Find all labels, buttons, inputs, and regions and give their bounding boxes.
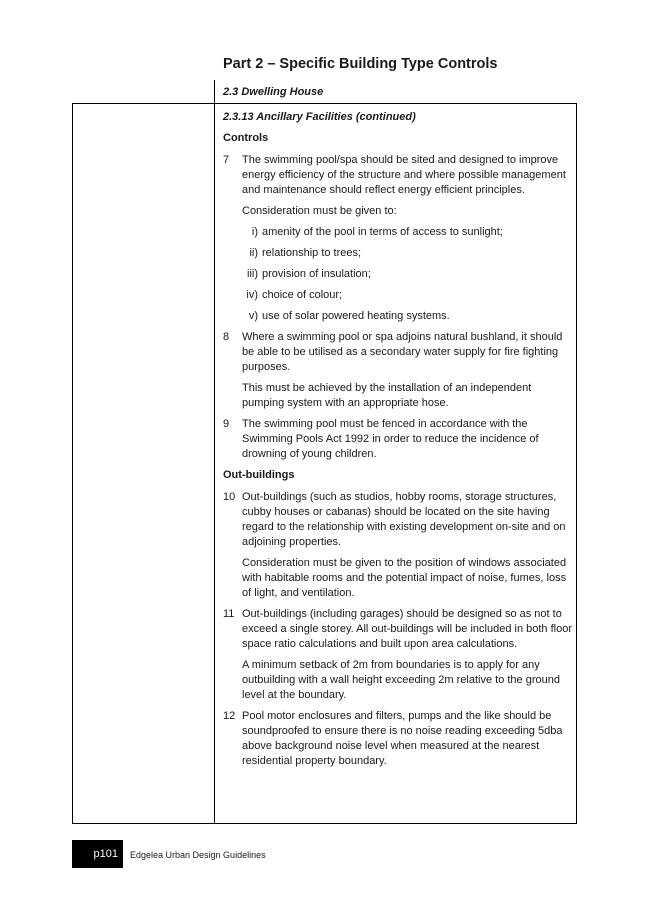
item-paragraph: This must be achieved by the installation of an independent pumping system with an appropriate hose. (242, 382, 532, 409)
item-paragraph: Consideration must be given to: (242, 205, 397, 217)
control-item-8 (223, 330, 575, 375)
roman-list-item (223, 246, 575, 261)
control-item-11 (223, 607, 575, 652)
item-number: 8 (223, 331, 230, 343)
roman-list-item (223, 309, 575, 324)
control-item-9 (223, 417, 575, 462)
roman-text: provision of insulation; (262, 268, 371, 280)
control-item-12 (223, 709, 575, 769)
roman-text: amenity of the pool in terms of access to sunlight; (262, 226, 503, 238)
item-text: Out-buildings (including garages) should be designed so as not to exceed a single storey. All out-buildings will be included in both floor space ratio calculations and built upon area calculations. (242, 608, 572, 650)
column-divider (214, 104, 215, 823)
roman-list-item (223, 288, 575, 303)
roman-number: iv) (246, 289, 258, 301)
roman-list-item (223, 267, 575, 282)
item-text: Pool motor enclosures and filters, pumps and the like should be soundproofed to ensure there is no noise reading exceeding 5dba above background noise level when measured at the nearest residential property boundary. (242, 710, 563, 767)
roman-number: v) (248, 310, 258, 322)
item-number: 9 (223, 418, 230, 430)
outbuildings-heading: Out-buildings (223, 469, 295, 481)
roman-number: ii) (249, 247, 258, 259)
item-number: 11 (223, 608, 235, 620)
roman-list-item (223, 225, 575, 240)
roman-number: i) (251, 226, 258, 238)
roman-number: iii) (247, 268, 258, 280)
main-content (223, 110, 575, 775)
subsection-title: 2.3.13 Ancillary Facilities (continued) (223, 111, 416, 123)
item-paragraph: Consideration must be given to the position of windows associated with habitable rooms and the potential impact of noise, fumes, loss of light, and ventilation. (242, 557, 567, 599)
item-number: 7 (223, 154, 230, 166)
control-item-7 (223, 153, 575, 198)
page-number-badge: p101 (72, 840, 123, 868)
column-divider-top (214, 80, 215, 104)
roman-text: choice of colour; (262, 289, 343, 301)
item-number: 10 (223, 491, 236, 503)
item-paragraph: A minimum setback of 2m from boundaries is to apply for any outbuilding with a wall height exceeding 2m relative to the ground level at the boundary. (242, 659, 560, 701)
footer-document-title: Edgelea Urban Design Guidelines (130, 850, 266, 860)
control-item-10 (223, 490, 575, 550)
item-text: Where a swimming pool or spa adjoins natural bushland, it should be able to be utilised as a secondary water supply for fire fighting purposes. (242, 331, 563, 373)
section-title: 2.3 Dwelling House (223, 86, 324, 98)
page-title: Part 2 – Specific Building Type Controls (223, 56, 498, 72)
roman-text: use of solar powered heating systems. (262, 310, 450, 322)
roman-text: relationship to trees; (262, 247, 362, 259)
controls-heading: Controls (223, 132, 269, 144)
item-number: 12 (223, 710, 236, 722)
item-text: The swimming pool/spa should be sited and designed to improve energy efficiency of the structure and where possible management and maintenance should reflect energy efficient principles. (242, 154, 566, 196)
item-text: The swimming pool must be fenced in accordance with the Swimming Pools Act 1992 in order to reduce the incidence of drowning of young children. (242, 418, 539, 460)
item-text: Out-buildings (such as studios, hobby rooms, storage structures, cubby houses or cabanas) should be located on the site having regard to the relationship with existing development on-site and on adjoining properties. (242, 491, 566, 548)
